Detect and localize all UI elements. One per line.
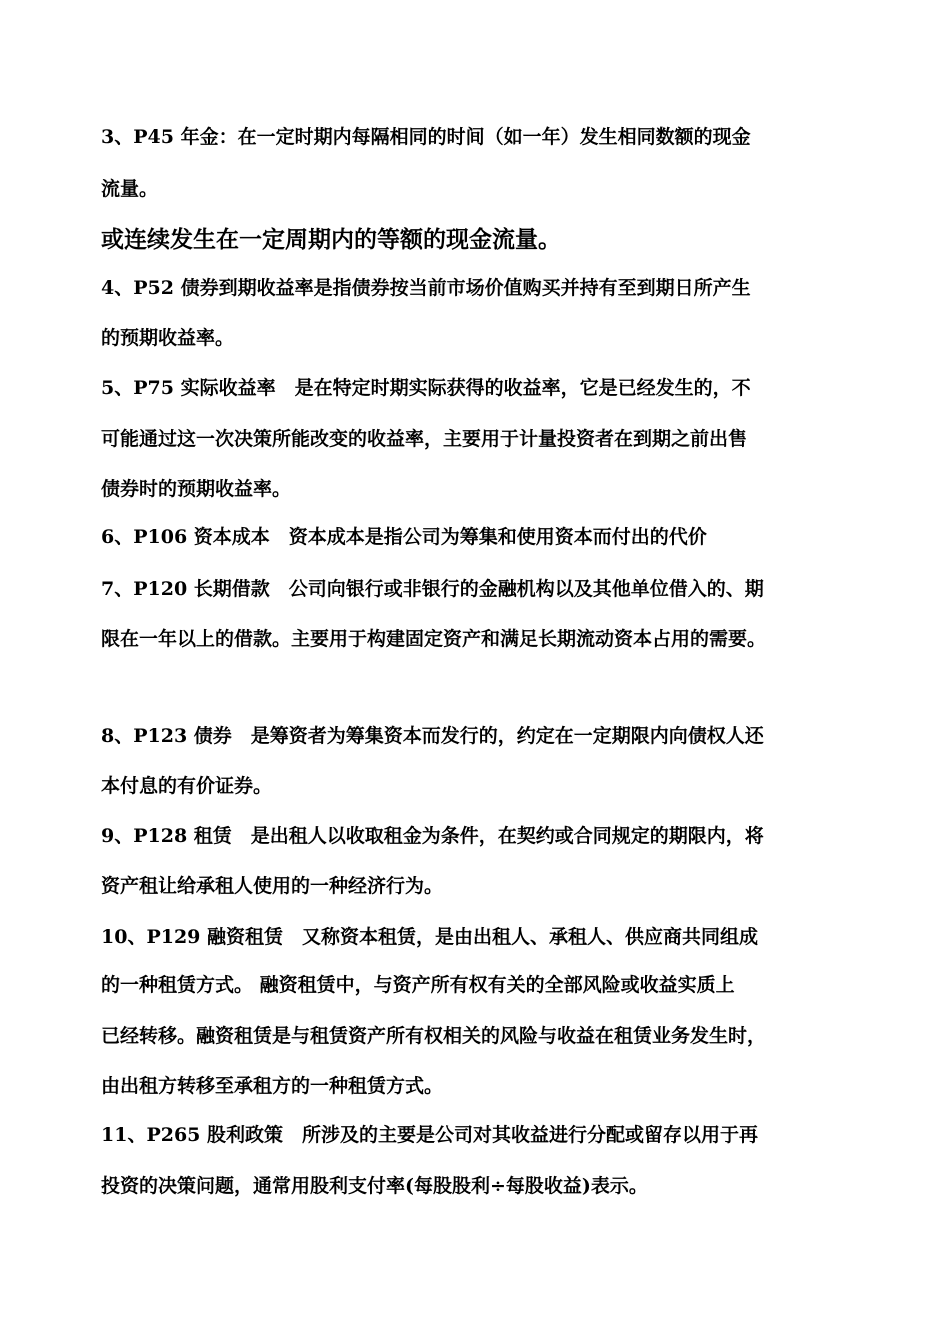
text-line: 可能通过这一次决策所能改变的收益率，主要用于计量投资者在到期之前出售: [101, 428, 748, 450]
text-line: 限在一年以上的借款。主要用于构建固定资产和满足长期流动资本占用的需要。: [101, 628, 767, 650]
text-line: 本付息的有价证券。: [101, 775, 273, 797]
text-line: 已经转移。融资租赁是与租赁资产所有权相关的风险与收益在租赁业务发生时，: [101, 1025, 767, 1047]
text-line: 9、P128 租赁 是出租人以收取租金为条件，在契约或合同规定的期限内，将: [101, 825, 764, 847]
text-line: 由出租方转移至承租方的一种租赁方式。: [101, 1075, 444, 1097]
text-line: 11、P265 股利政策 所涉及的主要是公司对其收益进行分配或留存以用于再: [101, 1124, 759, 1146]
text-line: 5、P75 实际收益率 是在特定时期实际获得的收益率，它是已经发生的，不: [101, 377, 751, 399]
text-line: 4、P52 债券到期收益率是指债券按当前市场价值购买并持有至到期日所产生: [101, 277, 751, 299]
text-line: 流量。: [101, 178, 159, 200]
text-line: 的预期收益率。: [101, 327, 235, 349]
text-line: 10、P129 融资租赁 又称资本租赁，是由出租人、承租人、供应商共同组成: [101, 926, 759, 948]
text-line: 资产租让给承租人使用的一种经济行为。: [101, 875, 444, 897]
text-line: 6、P106 资本成本 资本成本是指公司为筹集和使用资本而付出的代价: [101, 526, 707, 548]
text-line: 债券时的预期收益率。: [101, 478, 292, 500]
text-line: 投资的决策问题，通常用股利支付率(每股股利÷每股收益)表示。: [101, 1175, 648, 1197]
text-line: 7、P120 长期借款 公司向银行或非银行的金融机构以及其他单位借入的、期: [101, 578, 764, 600]
text-line: 8、P123 债券 是筹资者为筹集资本而发行的，约定在一定期限内向债权人还: [101, 725, 764, 747]
text-line: 3、P45 年金：在一定时期内每隔相同的时间（如一年）发生相同数额的现金: [101, 126, 751, 148]
text-line: 的一种租赁方式。 融资租赁中，与资产所有权有关的全部风险或收益实质上: [101, 974, 735, 996]
text-line: 或连续发生在一定周期内的等额的现金流量。: [101, 226, 561, 253]
